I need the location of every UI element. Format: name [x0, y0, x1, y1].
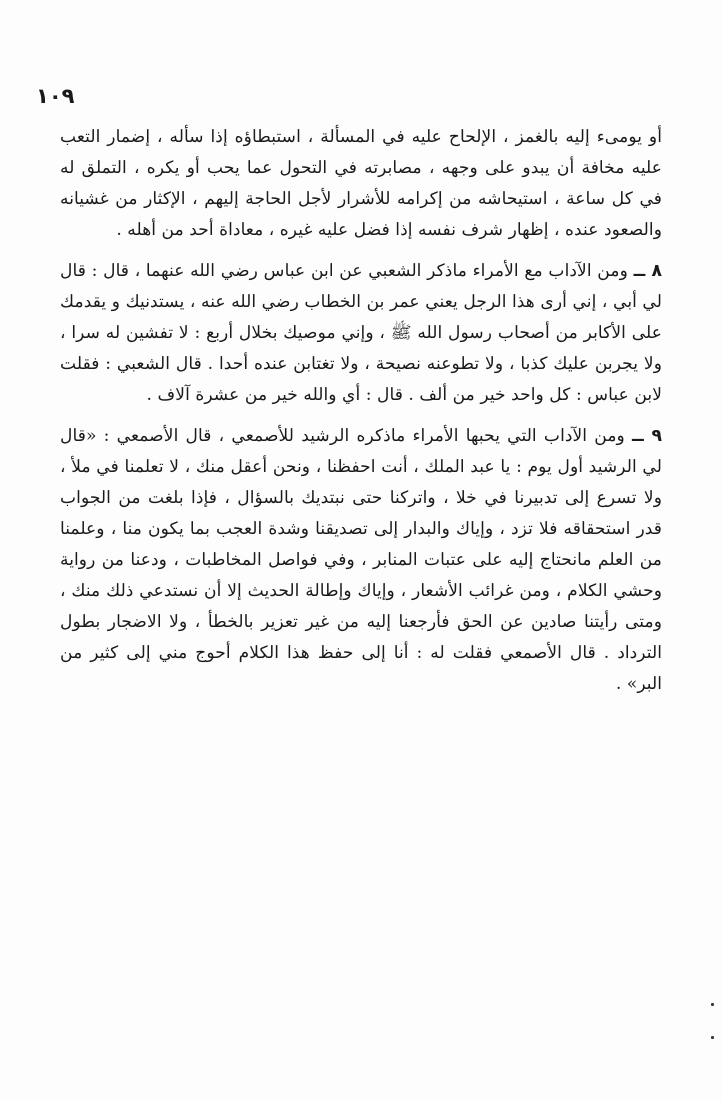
scan-speck [711, 1003, 714, 1006]
paragraph-8 [60, 256, 662, 411]
paragraph-continuation [60, 122, 662, 246]
paragraph-text: أو يومىء إليه بالغمز ، الإلحاح عليه في المسألة ، استبطاؤه إذا سأله ، إضمار التعب عليه مخافة أن يبدو على وجهه ، مصابرته في التحول عما يحب أو يكره ، التملق له في كل ساعة ، استيحاشه من إكرامه للأشرار لأجل الحاجة إليهم ، الإكثار من غشيانه والصعود عنده ، إظهار شرف نفسه إذا فضل عليه غيره ، معاداة أحد من أهله . [60, 127, 662, 240]
scan-speck [711, 1036, 714, 1039]
paragraph-text: ومن الآداب التي يحبها الأمراء ماذكره الرشيد للأصمعي ، قال الأصمعي : «قال لي الرشيد أول يوم : يا عبد الملك ، أنت احفظنا ، ونحن أعقل منك ، لا تعلمنا في ملأ ، ولا تسرع إلى تدبيرنا في خلا ، واتركنا حتى نبتديك بالسؤال ، فإذا بلغت من الجواب قدر استحقاقه فلا تزد ، وإياك والبدار إلى تصديقنا وشدة العجب بما يكون منا ، وعلمنا من العلم مانحتاج إليه على عتبات المنابر ، وفي فواصل المخاطبات ، ودعنا من رواية وحشي الكلام ، ومن غرائب الأشعار ، وإياك وإطالة الحديث إلا أن نستدعي ذلك منك ، ومتى رأيتنا صادين عن الحق فأرجعنا إليه من غير تعزير بالخطأ ، ولا الاضجار بطول الترداد . قال الأصمعي فقلت له : أنا إلى حفظ هذا الكلام أحوج مني إلى كثير من البر» . [60, 426, 662, 694]
paragraph-text: ومن الآداب مع الأمراء ماذكر الشعبي عن ابن عباس رضي الله عنهما ، قال : قال لي أبي ، إني أرى هذا الرجل يعني عمر بن الخطاب رضي الله عنه ، يستدنيك و يقدمك على الأكابر من أصحاب رسول الله ﷺ ، وإني موصيك بخلال أربع : لا تفشين له سرا ، ولا يجربن عليك كذبا ، ولا تطوعنه نصيحة ، ولا تغتابن عنده أحدا . قال الشعبي : فقلت لابن عباس : كل واحد خير من ألف . قال : أي والله خير من عشرة آلاف . [60, 261, 662, 405]
paragraph-9 [60, 421, 662, 700]
paragraph-number: ٩ ــ [632, 426, 663, 446]
body-text [60, 122, 662, 710]
page-number: ١٠٩ [36, 84, 75, 108]
paragraph-number: ٨ ــ [633, 261, 663, 281]
